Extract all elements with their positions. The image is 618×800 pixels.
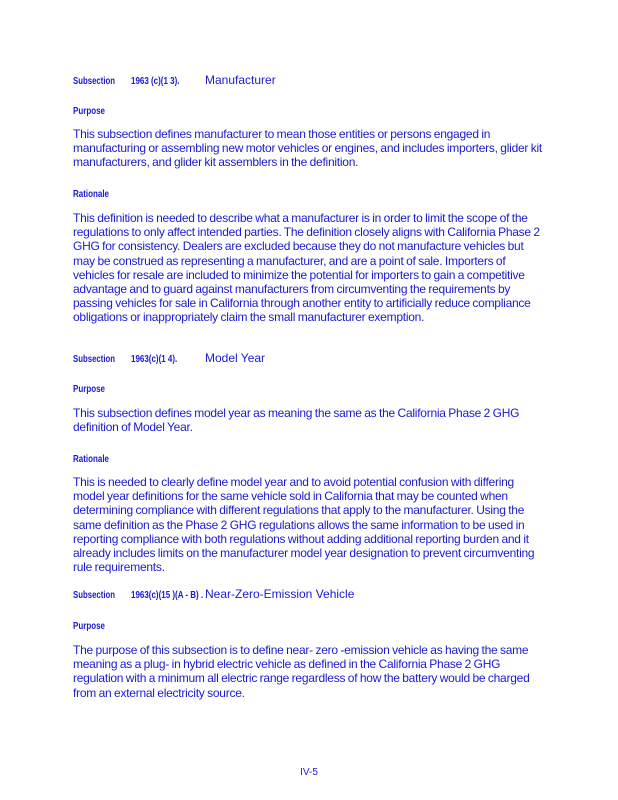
subsection-label: Subsection — [73, 76, 116, 87]
purpose-paragraph: This subsection defines model year as meaning the same as the California Phase 2 GHG definition of Model Year. — [73, 406, 520, 435]
rationale-heading: Rationale — [73, 189, 110, 200]
subsection-label: Subsection — [73, 590, 116, 601]
section-heading-manufacturer — [73, 73, 547, 87]
rationale-paragraph: This is needed to clearly define model year and to avoid potential confusion with differing model year definitions for the same vehicle sold in California that may be counted when determining compliance with different regulations that apply to the manufacturer. Using the same definition as the Phase 2 GHG regulations allows the same information to be used in reporting compliance with both regulations without adding additional reporting burden and it already includes limits on the manufacturer model year designation to prevent circumventing rule requirements. — [73, 475, 535, 575]
purpose-paragraph: This subsection defines manufacturer to mean those entities or persons engaged in manufacturing or assembling new motor vehicles or engines, and includes importers, glider kit manufacturers, and glider kit assemblers in the definition. — [73, 127, 542, 170]
rationale-heading: Rationale — [73, 454, 110, 465]
subsection-number: 1963 (c)(1 3). — [131, 76, 180, 87]
page-number: IV-5 — [300, 767, 318, 778]
subsection-title: Near-Zero-Emission Vehicle — [205, 587, 355, 601]
purpose-heading: Purpose — [73, 621, 106, 632]
purpose-heading: Purpose — [73, 384, 106, 395]
subsection-number: 1963(c)(1 4). — [131, 354, 178, 365]
rationale-paragraph: This definition is needed to describe what a manufacturer is in order to limit the scope of the regulations to only affect intended parties. The definition closely aligns with California Phase 2 GHG for consistency. Dealers are excluded because they do not manufacture vehicles but may be construed as representing a manufacturer, and are a point of sale. Importers of vehicles for resale are included to minimize the potential for importers to gain a competitive advantage and to guard against manufacturers from circumventing the requirements by passing vehicles for sale in California through another entity to artificially reduce compliance obligations or inappropriately claim the small manufacturer exemption. — [73, 211, 540, 325]
subsection-title: Model Year — [205, 351, 266, 365]
subsection-title: Manufacturer — [205, 73, 276, 87]
section-heading-model-year — [73, 351, 547, 365]
purpose-paragraph: The purpose of this subsection is to define near- zero -emission vehicle as having the same meaning as a plug- in hybrid electric vehicle as defined in the California Phase 2 GHG regulation with a minimum all electric range regardless of how the battery would be charged from an external electricity source. — [73, 643, 530, 700]
subsection-number: 1963(c)(15 )(A - B) . — [131, 590, 204, 601]
section-heading-nzev — [73, 587, 547, 601]
subsection-label: Subsection — [73, 354, 116, 365]
purpose-heading: Purpose — [73, 106, 106, 117]
